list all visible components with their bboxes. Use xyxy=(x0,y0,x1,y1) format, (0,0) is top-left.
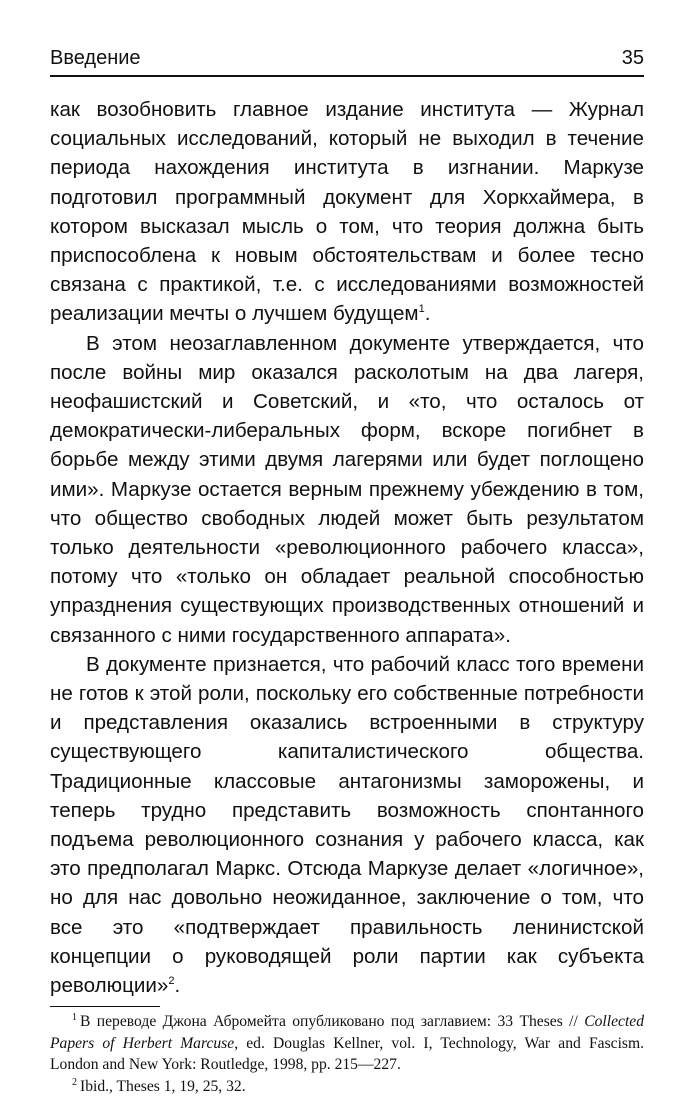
paragraph-3 xyxy=(50,650,644,1000)
footnote-2-text: Ibid., Theses 1, 19, 25, 32. xyxy=(80,1077,246,1095)
footnote-2 xyxy=(50,1076,644,1098)
footnote-ref-2[interactable]: 2 xyxy=(168,975,175,988)
footnote-1-italic-title: Collected Papers of Herbert Marcuse xyxy=(50,1013,644,1052)
paragraph-2-text: В этом неозаглавленном документе утверждается, что после войны мир оказался расколотым на два лагеря, неофашистский и Советский, и «то, что осталось от демократически-либеральных форм, вскоре погибнет в борьбе между этими двумя лагерями или будет поглощено ими». Маркузе остается верным прежнему убеждению в том, что общество свободных людей может быть результатом только деятельности «революционного рабочего класса», потому что «только он обладает реальной способностью упразднения существующих производственных отношений и связанного с ними государственного аппарата». xyxy=(50,331,644,647)
footnotes xyxy=(50,1011,644,1097)
chapter-title: Введение xyxy=(50,47,141,69)
main-text xyxy=(50,95,644,1000)
paragraph-1-text: как возобновить главное издание института — Журнал социальных исследований, который не выходил в течение периода нахождения института в изгнании. Маркузе подготовил программный документ для Хоркхаймера, в котором высказал мысль о том, что теория должна быть приспособлена к новым обстоятельствам и более тесно связана с практикой, т.е. с исследованиями возможностей реализации мечты о лучшем будущем xyxy=(50,98,644,326)
paragraph-3-tail: . xyxy=(174,974,181,998)
footnote-ref-1[interactable]: 1 xyxy=(418,303,425,316)
running-header xyxy=(50,44,644,77)
footnote-1-text-after: , ed. Douglas Kellner, vol. I, Technology, War and Fascism. London and New York: Routledge, 1998, pp. 215—227. xyxy=(50,1034,644,1074)
book-page xyxy=(50,44,644,1097)
paragraph-3-text: В документе признается, что рабочий класс того времени не готов к этой роли, поскольку его собственные потребности и представления оказались встроенными в структуру существующего капиталистического общества. Традиционные классовые антагонизмы заморожены, и теперь трудно представить возможность спонтанного подъема революционного сознания у рабочего класса, как это предполагал Маркс. Отсюда Маркузе делает «логичное», но для нас довольно неожиданное, заключение о том, что все это «подтверждает правильность ленинистской концепции о руководящей роли партии как субъекта революции» xyxy=(50,652,644,998)
paragraph-1: как возобновить главное издание института — Журнал социальных исследований, который не выходил в течение периода нахождения института в изгнании. Маркузе подготовил программный документ для Хоркхаймера, в котором высказал мысль о том, что теория должна быть приспособлена к новым обстоятельствам и более тесно связана с практикой, т.е. с исследованиями возможностей реализации мечты о лучшем будущем$^1$. xyxy=(50,98,644,326)
footnote-1-text-before: В переводе Джона Абромейта опубликовано под заглавием: 33 Theses // xyxy=(80,1013,585,1031)
paragraph-2 xyxy=(50,329,644,650)
page-number: 35 xyxy=(621,47,644,69)
footnote-2-mark: 2 xyxy=(72,1076,77,1088)
footnote-1-mark: 1 xyxy=(72,1012,77,1024)
footnote-1 xyxy=(50,1011,644,1076)
footnote-separator xyxy=(50,1006,160,1007)
